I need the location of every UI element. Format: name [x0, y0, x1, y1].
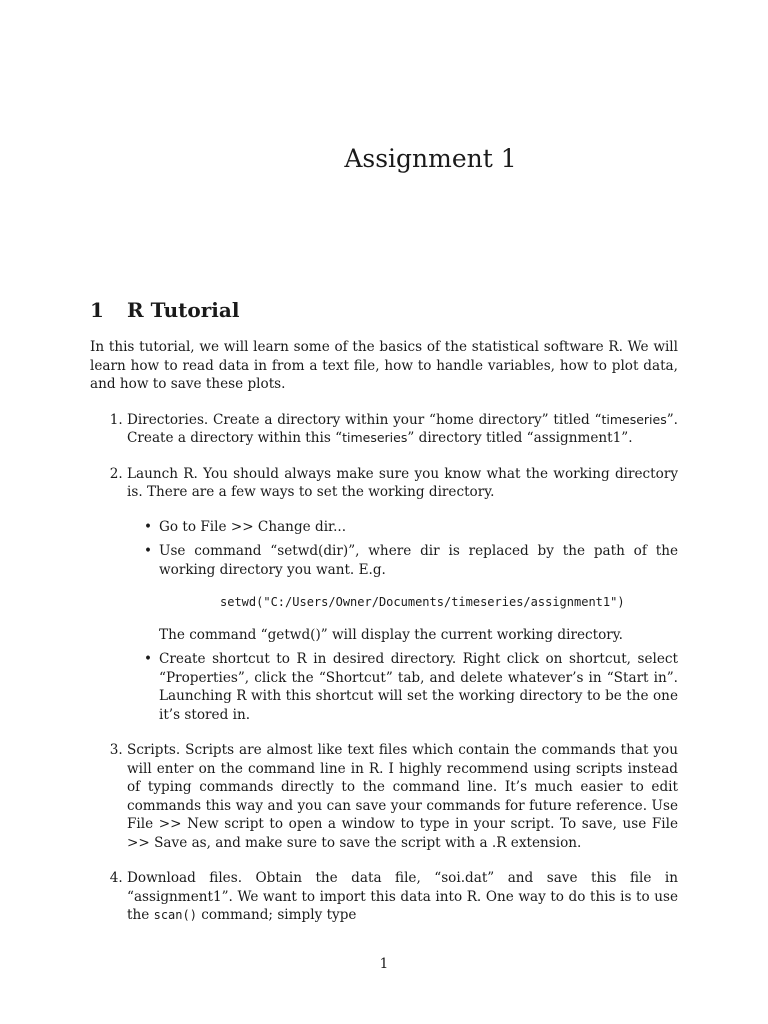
list-item-directories: 1. Directories. Create a directory within your “home directory” titled “timeseries”. Create a directory within this “timeseries” directory titled “assignment1”.	[127, 411, 678, 448]
section-number: 1	[90, 298, 104, 322]
section-title: R Tutorial	[127, 298, 240, 322]
bullet-item: • Use command “setwd(dir)”, where dir is replaced by the path of the working directory you want. E.g. setwd("C:/Users/Owner/Documents/timeseries/assignment1") The command “getwd()” will display the current working directory.	[144, 543, 678, 643]
document-title: Assignment 1	[344, 144, 517, 173]
list-item-launch-r: 2. Launch R. You should always make sure you know what the working directory is. There are a few ways to set the working directory. • Go to File >> Change dir... • Use command “setwd(dir)”, where dir is replaced by the path of the working directory you want. E.g. setwd("C:/Users/Owner/Documents/timeseries/assignment1") The command “getwd()” will display the current working directory. • Create shortcut to R in desired directory. Right click on shortcut, select “Properties”, click the “Shortcut” tab, and delete whatever’s in “Start in”. Launching R with this shortcut will set the working directory to be the one it’s stored in.	[127, 465, 678, 725]
bullet-icon: •	[144, 543, 153, 559]
intro-paragraph: In this tutorial, we will learn some of the basics of the statistical software R. We will learn how to read data in from a text file, how to handle variables, how to plot data, and how to save these plots.	[90, 339, 678, 392]
folder-name: timeseries	[601, 411, 667, 427]
page-number: 1	[379, 956, 389, 972]
getwd-note: The command “getwd()” will display the current working directory.	[159, 626, 623, 643]
bullet-icon: •	[144, 651, 153, 667]
bullet-item: • Go to File >> Change dir...	[144, 518, 347, 535]
section-heading	[90, 298, 239, 322]
bullet-icon: •	[144, 518, 153, 535]
list-item-download-files: 4. Download files. Obtain the data file, “soi.dat” and save this file in “assignment1”. We want to import this data into R. One way to do this is to use the scan() command; simply type	[127, 869, 678, 925]
tutorial-steps-list	[90, 411, 678, 925]
bullet-item: • Create shortcut to R in desired directory. Right click on shortcut, select “Properties”, click the “Shortcut” tab, and delete whatever’s in “Start in”. Launching R with this shortcut will set the working directory to be the one it’s stored in.	[144, 651, 678, 723]
list-item-scripts: 3. Scripts. Scripts are almost like text files which contain the commands that you will enter on the command line in R. I highly recommend using scripts instead of typing commands directly to the command line. It’s much easier to edit commands this way and you can save your commands for future reference. Use File >> New script to open a window to type in your script. To save, use File >> Save as, and make sure to save the script with a .R extension.	[127, 741, 678, 852]
inline-code: scan()	[153, 908, 197, 922]
code-block-setwd: setwd("C:/Users/Owner/Documents/timeseries/assignment1")	[220, 595, 625, 609]
document-body	[90, 338, 678, 942]
folder-name: timeseries	[342, 430, 408, 445]
working-directory-options	[127, 518, 678, 725]
